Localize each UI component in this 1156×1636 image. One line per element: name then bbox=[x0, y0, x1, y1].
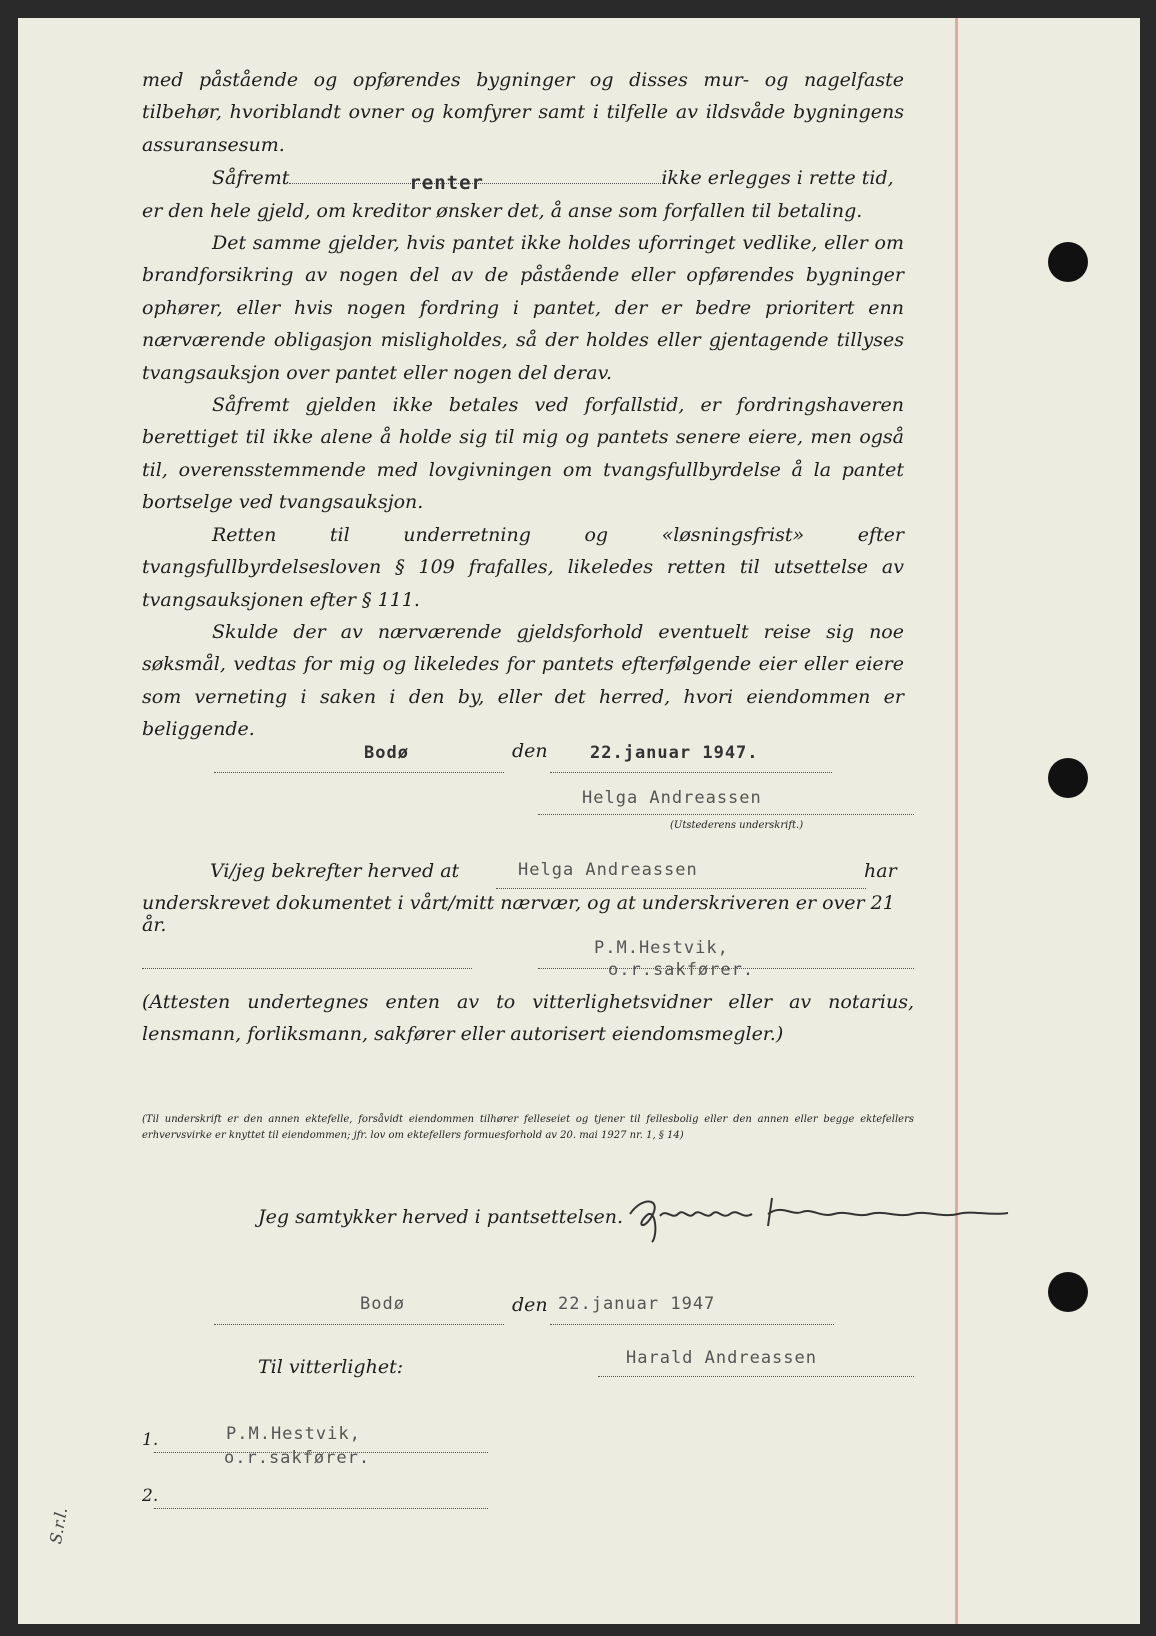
issue-date: 22.januar 1947. bbox=[590, 743, 759, 763]
paragraph-3: Det samme gjelder, hvis pantet ikke holdes uforringet vedlike, eller om brandforsikring av nogen del av de påstående eller opførendes bygninger ophører, eller hvis nogen fordring i pantet, der er bedre prioritert enn nærværende obligasjon misligholdes, så der holdes eller gjentagende tillyses tvangsauksjon over pantet eller nogen del derav. bbox=[142, 232, 904, 384]
interest-fill-line bbox=[289, 161, 661, 195]
issuer-signature: Helga Andreassen bbox=[582, 788, 762, 808]
attest-name: Helga Andreassen bbox=[518, 860, 698, 880]
witness-number-1: 1. bbox=[142, 1430, 159, 1450]
punch-hole bbox=[1048, 1272, 1088, 1312]
witness-2-line bbox=[154, 1494, 488, 1509]
spouse-footnote: (Til underskrift er den annen ektefelle, forsåvidt eiendommen tilhører felleseiet og tjener til fellesbolig eller den annen eller begge ektefellers erhvervsvirke er knyttet til eiendommen; jfr. lov om ektefellers formuesforhold av 20. mai 1927 nr. 1, § 14) bbox=[142, 1114, 914, 1141]
witness-number-2: 2. bbox=[142, 1486, 159, 1506]
witness-left-line bbox=[142, 954, 472, 969]
witness-1-name: P.M.Hestvik, bbox=[226, 1424, 361, 1444]
consent-place: Bodø bbox=[360, 1294, 405, 1314]
issue-den: den bbox=[512, 740, 548, 762]
signature-line bbox=[538, 800, 914, 815]
paragraph-2-cont: er den hele gjeld, om kreditor ønsker det, å anse som forfallen til betaling. bbox=[142, 199, 863, 222]
issue-place: Bodø bbox=[364, 743, 409, 763]
place-line bbox=[214, 758, 504, 773]
consent-text: Jeg samtykker herved i pantsettelsen. bbox=[258, 1206, 623, 1228]
attest-suffix: har bbox=[864, 860, 897, 882]
margin-scribble: S.r.l. bbox=[46, 1505, 72, 1546]
attest-prefix: Vi/jeg bekrefter herved at bbox=[210, 860, 460, 882]
attest-line-2: underskrevet dokumentet i vårt/mitt nærvær, og at underskriveren er over 21 år. bbox=[142, 892, 895, 936]
witness-label: Til vitterlighet: bbox=[258, 1356, 404, 1378]
paragraph-5: Retten til underretning og «løsningsfrist» efter tvangsfullbyrdelsesloven § 109 frafalles, likeledes retten til utsettelse av tvangsauksjonen efter § 111. bbox=[142, 523, 904, 611]
paragraph-2 bbox=[142, 161, 904, 194]
witness-signer-line bbox=[598, 1362, 914, 1377]
paragraph-6: Skulde der av nærværende gjeldsforhold eventuelt reise sig noe søksmål, vedtas for mig og likeledes for pantets efterfølgende eier eller eiere som verneting i saken i den by, eller det herred, hvori eiendommen er beliggende. bbox=[142, 620, 904, 741]
witness-1-title: o.r.sakfører. bbox=[224, 1448, 371, 1468]
margin-rule bbox=[955, 18, 958, 1624]
signature-caption: (Utstederens underskrift.) bbox=[670, 820, 804, 831]
paragraph-4: Såfremt gjelden ikke betales ved forfallstid, er fordringshaveren berettiget til ikke alene å holde sig til mig og pantets senere eiere, men også til, overensstemmende med lovgivningen om tvangsfullbyrdelse å la pantet bortselge ved tvangsauksjon. bbox=[142, 394, 904, 514]
punch-hole bbox=[1048, 758, 1088, 798]
consent-signature bbox=[622, 1186, 1032, 1246]
document-page bbox=[18, 18, 1140, 1624]
attest-witness-name: P.M.Hestvik, bbox=[594, 938, 729, 958]
paragraph-2-end: ikke erlegges i rette tid, bbox=[661, 167, 894, 190]
paragraph-1: med påstående og opførendes bygninger og disses mur- og nagelfaste tilbehør, hvoriblandt ovner og komfyrer samt i tilfelle av ildsvåde bygningens assuransesum. bbox=[142, 69, 904, 156]
attest-witness-title: o.r.sakfører. bbox=[608, 960, 755, 980]
consent-den: den bbox=[512, 1294, 548, 1316]
mortgage-terms bbox=[142, 64, 904, 746]
witness-signer: Harald Andreassen bbox=[626, 1348, 817, 1368]
attest-note: (Attesten undertegnes enten av to vitterlighetsvidner eller av notarius, lensmann, forliksmann, sakfører eller autorisert eiendomsmegler.) bbox=[142, 991, 914, 1045]
consent-date: 22.januar 1947 bbox=[558, 1294, 716, 1314]
paragraph-2-start: Såfremt bbox=[212, 167, 290, 190]
interest-fill-text: renter bbox=[409, 172, 484, 195]
consent-place-line bbox=[214, 1310, 504, 1325]
punch-hole bbox=[1048, 242, 1088, 282]
